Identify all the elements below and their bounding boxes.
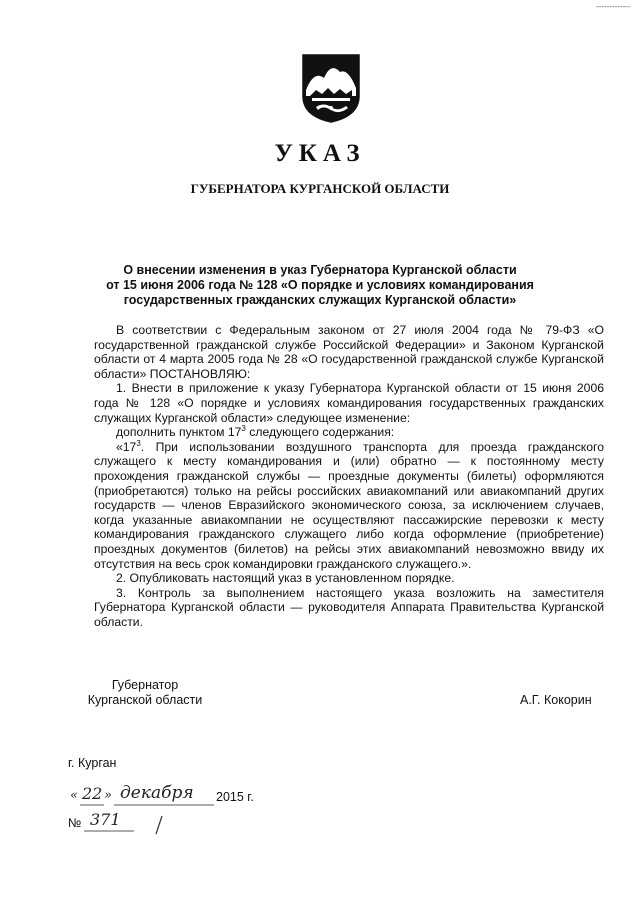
document-title: УКАЗ	[274, 140, 366, 167]
date-day-handwritten: 22	[82, 784, 103, 803]
paragraph-text: . При использовании воздушного транспорта для проезда гражданского служащего к месту командирования и (или) обратно — к постоянному месту прохождения гражданской службы — проездные документы (билеты) оформляются (приобретаются) только на рейсы российских авиакомпаний или авиакомпаний других государств — членов Евразийского экономического союза, за исключением случаев, когда указанные авиакомпании не осуществляют пассажирские перевозки к месту командирования гражданского служащего либо когда оформление (приобретение) проездных документов (билетов) на рейсы этих авиакомпаний невозможно ввиду их отсутствия на весь срок командировки гражданского служащего.».	[94, 439, 604, 571]
date-month-handwritten: декабря	[120, 783, 194, 803]
date-close-quote: »	[104, 788, 112, 803]
heading-line: О внесении изменения в указ Губернатора Курганской области	[123, 263, 517, 277]
document-body	[94, 323, 604, 629]
signatory-name: А.Г. Кокорин	[520, 693, 592, 707]
body-paragraph	[94, 425, 604, 440]
number-prefix: №	[68, 816, 82, 830]
corner-mark: -------------	[596, 2, 631, 11]
body-paragraph: 3. Контроль за выполнением настоящего указа возложить на заместителя Губернатора Курганской области — руководителя Аппарата Правительства Курганской области.	[94, 585, 604, 629]
body-paragraph	[94, 440, 604, 571]
number-handwritten: 371	[90, 810, 121, 829]
signatory-title-line: Губернатор	[111, 678, 179, 692]
signatory-title-line: Курганской области	[87, 693, 203, 707]
heading-line: государственных гражданских служащих Курганской области»	[123, 293, 517, 307]
paragraph-text: «17	[116, 439, 137, 454]
date-open-quote: «	[70, 788, 78, 803]
body-paragraph: В соответствии с Федеральным законом от 27 июля 2004 года № 79-ФЗ «О государственной гражданской службе Российской Федерации» и Законом Курганской области от 4 марта 2005 года № 28 «О государственной гражданской службе Курганской области» ПОСТАНОВЛЯЮ:	[94, 323, 604, 381]
body-paragraph: 1. Внести в приложение к указу Губернатора Курганской области от 15 июня 2006 года № 128 «О порядке и условиях командирования государственных гражданских служащих Курганской области» следующее изменение:	[94, 381, 604, 425]
superscript: 3	[136, 438, 141, 448]
body-paragraph: 2. Опубликовать настоящий указ в установленном порядке.	[116, 571, 455, 586]
signatory-title	[75, 678, 215, 708]
date-field	[68, 783, 308, 810]
paragraph-text: дополнить пунктом 17	[116, 425, 242, 440]
number-underline	[68, 812, 188, 836]
paragraph-text: следующего содержания:	[245, 425, 395, 440]
document-heading	[90, 263, 550, 308]
superscript: 3	[241, 424, 246, 434]
document-subtitle: ГУБЕРНАТОРА КУРГАНСКОЙ ОБЛАСТИ	[190, 181, 450, 196]
coat-of-arms-icon	[300, 52, 362, 124]
date-year: 2015 г.	[216, 790, 254, 804]
city-label: г. Курган	[68, 756, 117, 770]
heading-line: от 15 июня 2006 года № 128 «О порядке и условиях командирования	[106, 278, 534, 292]
number-field	[68, 812, 188, 836]
